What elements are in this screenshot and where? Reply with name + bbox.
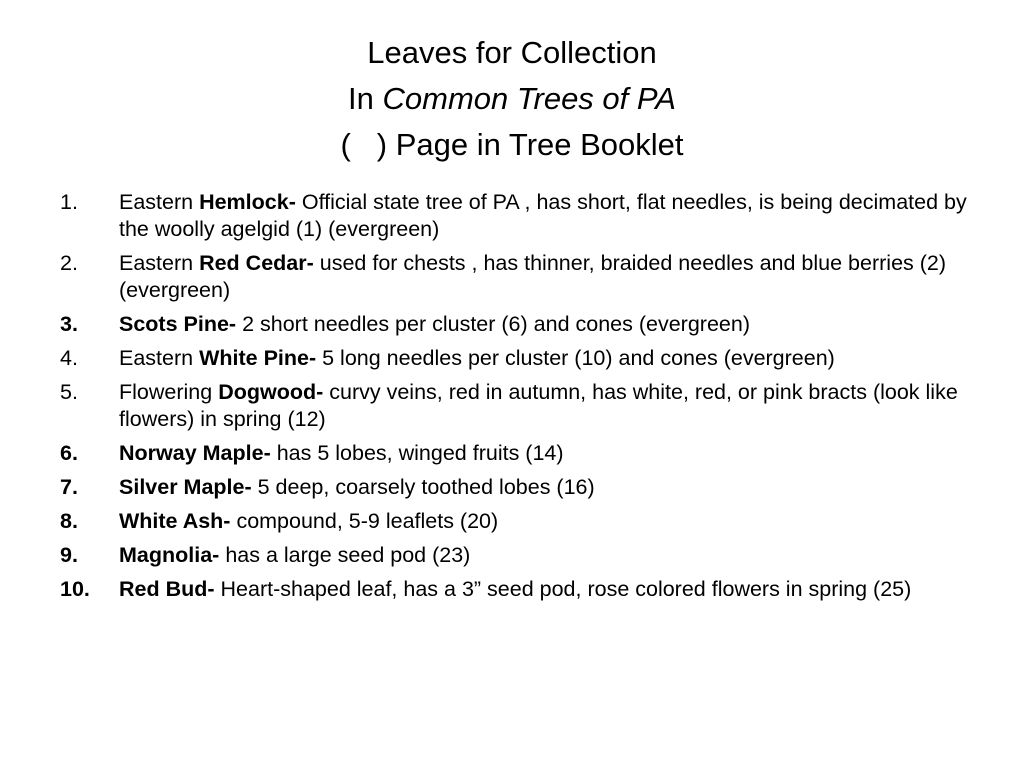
title-line-2-prefix: In <box>348 81 383 116</box>
list-item <box>60 311 970 338</box>
item-description: 5 deep, coarsely toothed lobes (16) <box>251 475 595 499</box>
list-item <box>60 379 970 433</box>
list-item <box>60 440 970 467</box>
item-number: 8. <box>60 509 78 533</box>
item-number: 10. <box>60 577 90 601</box>
item-description: has a large seed pod (23) <box>219 543 471 567</box>
title-line-1: Leaves for Collection <box>367 35 657 70</box>
list-item <box>60 345 970 372</box>
item-description: compound, 5-9 leaflets (20) <box>230 509 499 533</box>
item-description: has 5 lobes, winged fruits (14) <box>270 441 564 465</box>
item-tree-name: Red Bud- <box>119 577 215 601</box>
item-description: 5 long needles per cluster (10) and cones (evergreen) <box>316 346 835 370</box>
title-line-3-open: ( <box>340 127 351 162</box>
item-tree-name: Norway Maple- <box>119 441 271 465</box>
item-description: used for chests , has thinner, braided needles and blue berries (2) (evergreen) <box>119 251 947 302</box>
item-tree-name: Hemlock- <box>199 190 296 214</box>
item-number: 9. <box>60 543 78 567</box>
list-item <box>60 508 970 535</box>
item-number: 7. <box>60 475 78 499</box>
title-book-name: Common Trees of PA <box>382 81 676 116</box>
list-item <box>60 576 970 603</box>
leaf-list <box>60 189 970 610</box>
item-prefix: Flowering <box>119 380 219 404</box>
item-tree-name: Silver Maple- <box>119 475 252 499</box>
item-description: curvy veins, red in autumn, has white, red, or pink bracts (look like flowers) in spring (12) <box>119 380 958 431</box>
item-number: 1. <box>60 190 78 214</box>
list-item <box>60 189 970 243</box>
title-line-2 <box>60 76 964 122</box>
item-description: Heart-shaped leaf, has a 3” seed pod, rose colored flowers in spring (25) <box>214 577 912 601</box>
list-item <box>60 474 970 501</box>
item-tree-name: White Pine- <box>199 346 317 370</box>
item-description: Official state tree of PA , has short, flat needles, is being decimated by the woolly agelgid (1) (evergreen) <box>119 190 967 241</box>
item-prefix: Eastern <box>119 251 200 275</box>
item-number: 6. <box>60 441 78 465</box>
list-item <box>60 250 970 304</box>
item-number: 5. <box>60 380 78 404</box>
item-prefix: Eastern <box>119 190 200 214</box>
item-number: 3. <box>60 312 78 336</box>
slide-title <box>60 30 964 168</box>
list-item <box>60 542 970 569</box>
item-tree-name: Dogwood- <box>218 380 324 404</box>
item-description: 2 short needles per cluster (6) and cones (evergreen) <box>236 312 750 336</box>
item-prefix: Eastern <box>119 346 200 370</box>
item-number: 4. <box>60 346 78 370</box>
item-number: 2. <box>60 251 78 275</box>
item-tree-name: White Ash- <box>119 509 231 533</box>
item-tree-name: Red Cedar- <box>199 251 314 275</box>
item-tree-name: Scots Pine- <box>119 312 237 336</box>
item-tree-name: Magnolia- <box>119 543 220 567</box>
title-line-3-rest: ) Page in Tree Booklet <box>376 127 684 162</box>
title-line-3 <box>60 122 964 168</box>
